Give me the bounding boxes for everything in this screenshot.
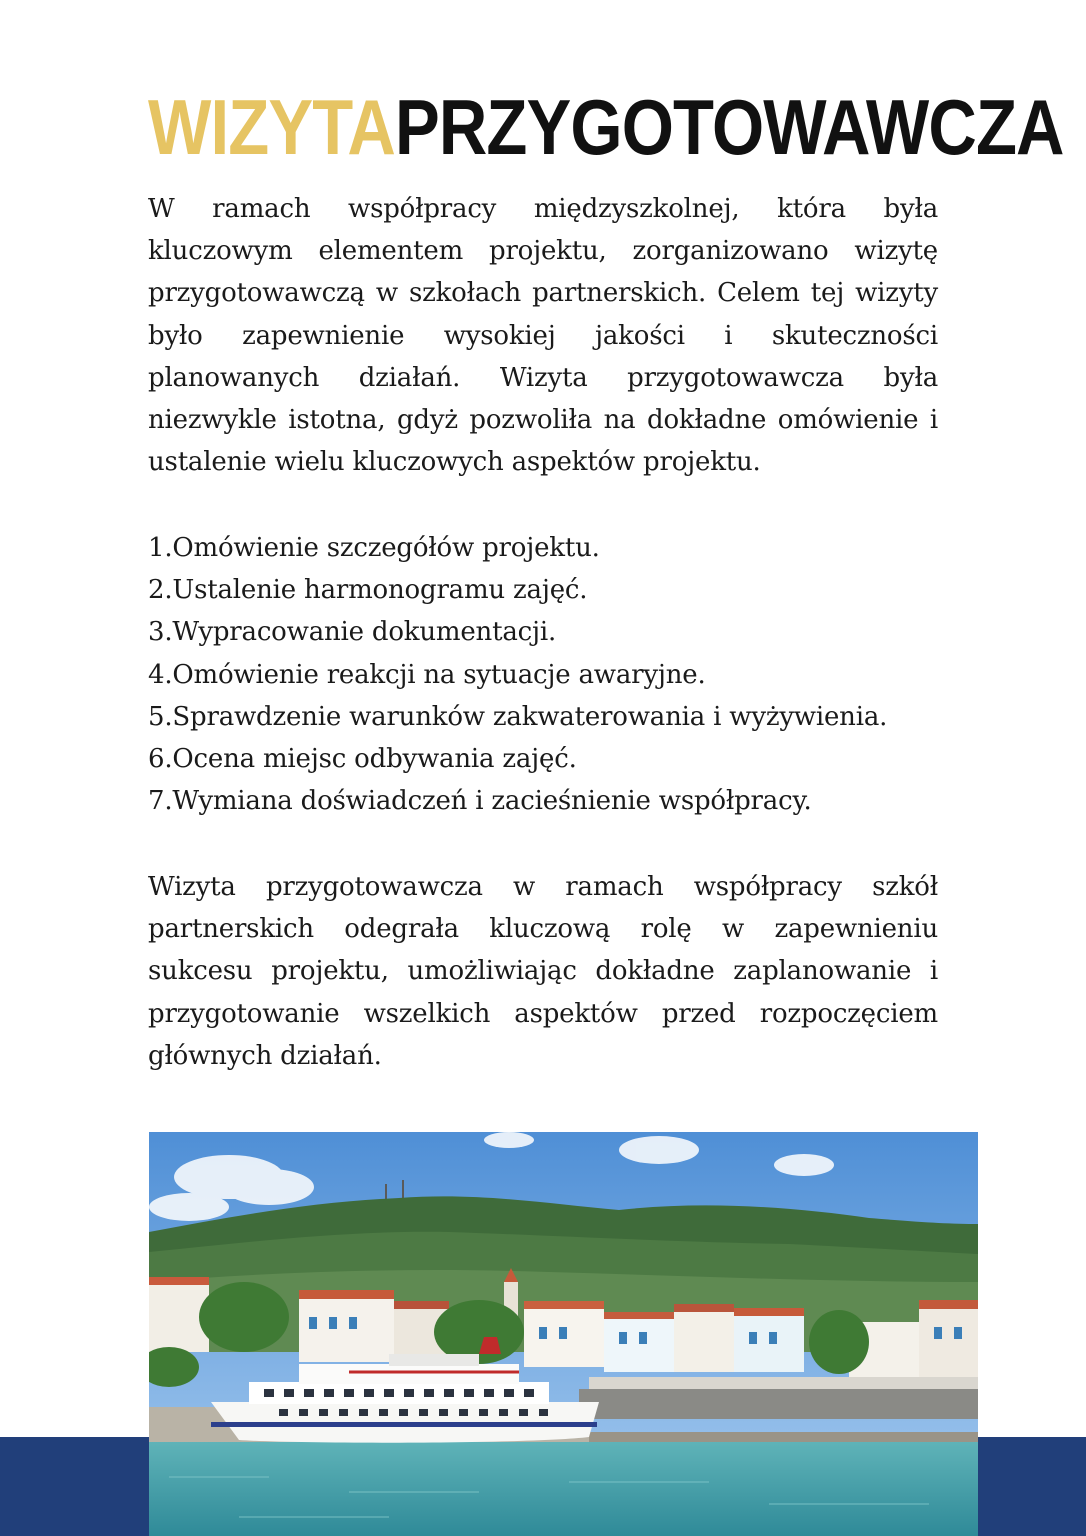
list-item: 5.Sprawdzenie warunków zakwaterowania i wyżywienia. — [148, 701, 888, 732]
task-list — [148, 527, 938, 822]
list-item: 2.Ustalenie harmonogramu zajęć. — [148, 575, 588, 606]
list-item: 1.Omówienie szczegółów projektu. — [148, 533, 600, 563]
title-word-dark: PRZYGOTOWAWCZA — [394, 83, 1064, 171]
list-item: 7.Wymiana doświadczeń i zacieśnienie współpracy. — [148, 786, 812, 817]
closing-paragraph: Wizyta przygotowawcza w ramach współpracy szkół partnerskich odegrała kluczową rolę w zapewnieniu sukcesu projektu, umożliwiając dokładne zaplanowanie i przygotowanie wszelkich aspektów przed rozpoczęciem głównych działań. — [148, 872, 938, 1071]
list-item: 6.Ocena miejsc odbywania zajęć. — [148, 744, 577, 775]
title-word-accent: WIZYTA — [148, 83, 395, 171]
harbor-photo — [149, 1132, 978, 1536]
intro-paragraph: W ramach współpracy międzyszkolnej, która była kluczowym elementem projektu, zorganizowano wizytę przygotowawczą w szkołach partnerskich. Celem tej wizyty było zapewnienie wysokiej jakości i skuteczności planowanych działań. Wizyta przygotowawcza była niezwykle istotna, gdyż pozwoliła na dokładne omówienie i ustalenie wielu kluczowych aspektów projektu. — [148, 194, 938, 478]
list-item: 3.Wypracowanie dokumentacji. — [148, 617, 557, 648]
list-item: 4.Omówienie reakcji na sytuacje awaryjne. — [148, 659, 706, 690]
page-title — [148, 83, 1064, 171]
